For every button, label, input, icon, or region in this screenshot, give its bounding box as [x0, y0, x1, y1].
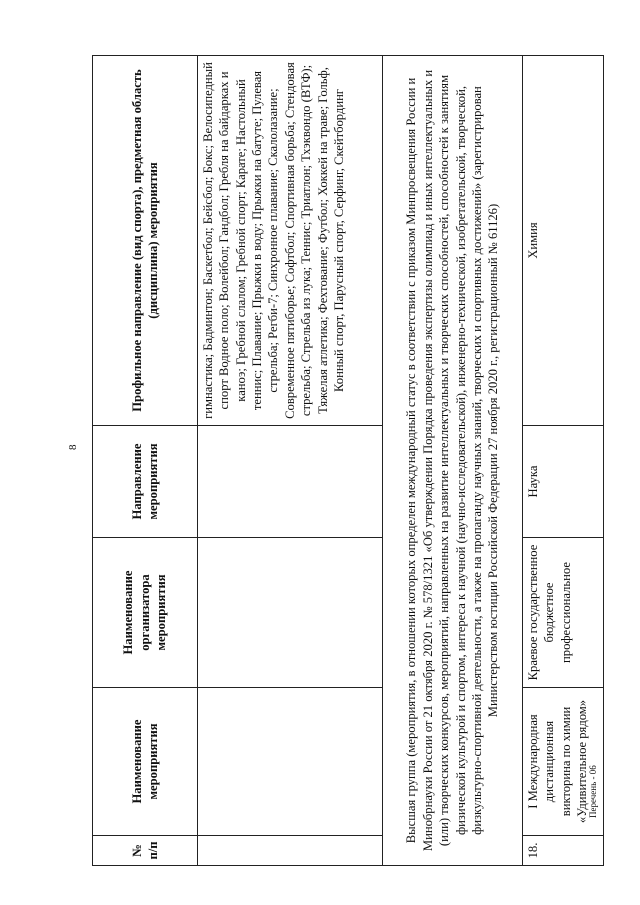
cell-empty [198, 538, 383, 688]
row18-event-name: I Международная дистанционная викторина по химии «Удивительное рядом» [523, 688, 604, 836]
rotated-table-region [92, 56, 604, 866]
table-row [523, 56, 604, 866]
header-event-name: Наименование мероприятия [93, 688, 198, 836]
cell-empty [198, 426, 383, 538]
group-heading: Высшая группа (мероприятия, в отношении которых определен международный статус в соответствии с приказом Минпросвещения России и Минобрнауки России от 21 октября 2020 г. № 578/1321 «Об утверждении Порядка проведения экспертизы олимпиад и иных интеллектуальных и (или) творческих конкурсов, мероприятий, направленных на развитие интеллектуальных и творческих способностей, способностей к занятиям физической культурой и спортом, интереса к научной (научно-исследовательской), инженерно-технической, изобретательской, творческой, физкультурно-спортивной деятельности, а также на пропаганду научных знаний, творческих и спортивных достижений» (зарегистрирован Министерством юстиции Российской Федерации 27 ноября 2020 г., регистрационный № 61126) [383, 56, 523, 866]
events-table [92, 55, 604, 866]
footer-note: Перечень - 06 [588, 765, 598, 818]
header-profile: Профильное направление (вид спорта), предметная область (дисциплина) мероприятия [93, 56, 198, 426]
row18-direction: Наука [523, 426, 604, 538]
cell-empty [198, 688, 383, 836]
cell-empty [198, 836, 383, 866]
row18-profile: Химия [523, 56, 604, 426]
row18-organizer: Краевое государственное бюджетное профессиональное [523, 538, 604, 688]
header-organizer: Наименование организатора мероприятия [93, 538, 198, 688]
header-row [93, 56, 198, 866]
table-row [198, 56, 383, 866]
sport-list-cell: гимнастика; Бадминтон; Баскетбол; Бейсбол; Бокс; Велосипедный спорт Водное поло; Волейбол; Гандбол; Гребля на байдарках и каноэ; Гребной слалом; Гребной спорт; Карате; Настольный теннис; Плавание; Прыжки в воду; Прыжки на батуте; Пулевая стрельба; Регби-7; Синхронное плавание; Скалолазание; Современное пятиборье; Софтбол; Спортивная борьба; Стендовая стрельба; Стрельба из лука; Теннис; Триатлон; Тхэквондо (ВТФ); Тяжелая атлетика; Фехтование; Футбол; Хоккей на траве; Гольф, Конный спорт, Парусный спорт, Серфинг, Скейтбординг [198, 56, 383, 426]
group-row [383, 56, 523, 866]
header-direction: Направление мероприятия [93, 426, 198, 538]
page-number: 8 [67, 444, 79, 450]
header-num: № п/п [93, 836, 198, 866]
row18-num: 18. [523, 836, 604, 866]
